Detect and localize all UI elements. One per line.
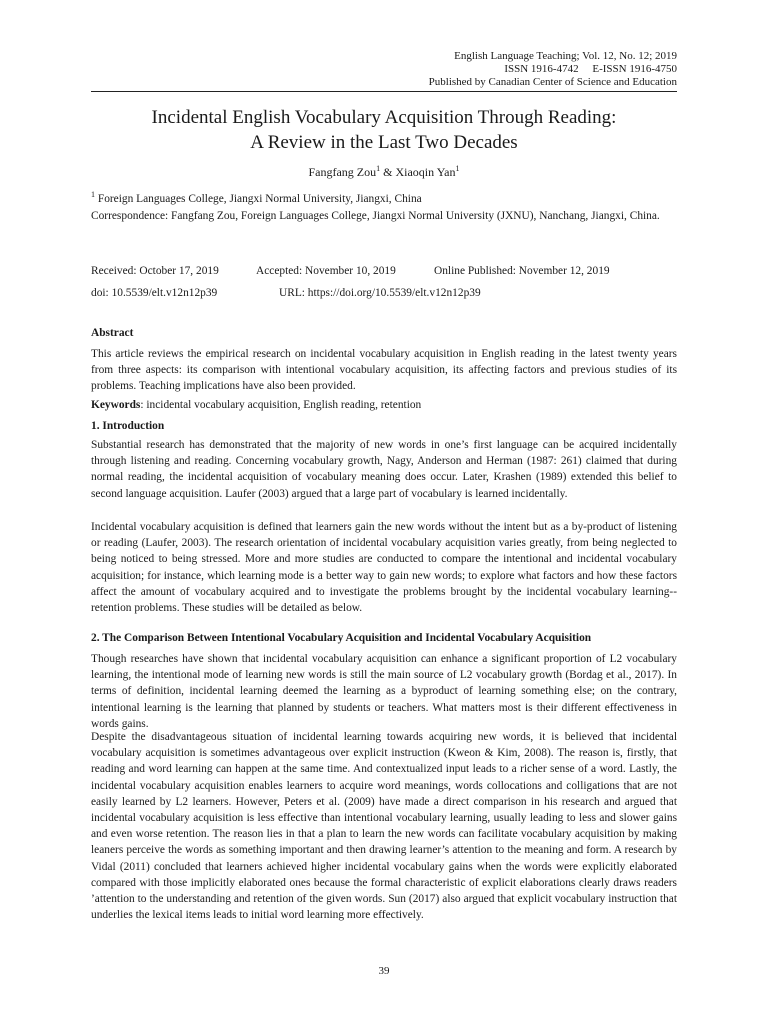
abstract-heading: Abstract	[91, 327, 134, 339]
paragraph: Substantial research has demonstrated that the majority of new words in one’s first language can be acquired incidentally through listening and reading. Concerning vocabulary growth, Nagy, Anderson and Herman (1987: 261) claimed that during normal reading, the incidental acquisition of vocabulary meaning does occur. Later, Krashen (1989) extended this belief to second language acquisition. Laufer (2003) argued that a large part of vocabulary is learned incidentally.	[91, 439, 677, 500]
keywords-text: : incidental vocabulary acquisition, English reading, retention	[140, 399, 422, 411]
accepted-date: Accepted: November 10, 2019	[256, 265, 396, 277]
affiliation-mark: 1	[91, 190, 95, 199]
article-title	[60, 105, 708, 155]
author-affiliation-mark: 1	[455, 164, 460, 173]
keywords-label: Keywords	[91, 399, 141, 411]
doi: doi: 10.5539/elt.v12n12p39	[91, 287, 218, 299]
author-name: Xiaoqin Yan	[395, 165, 456, 179]
section-heading-introduction: 1. Introduction	[91, 420, 165, 432]
author-name: Fangfang Zou	[308, 165, 377, 179]
received-date: Received: October 17, 2019	[91, 265, 219, 277]
section-heading-comparison: 2. The Comparison Between Intentional Vocabulary Acquisition and Incidental Vocabulary Acquisition	[91, 632, 592, 644]
journal-citation: English Language Teaching; Vol. 12, No. 12; 2019	[454, 50, 677, 62]
title-line-2: A Review in the Last Two Decades	[250, 132, 518, 153]
affiliation	[91, 187, 677, 207]
publication-dates	[91, 263, 677, 279]
correspondence: Correspondence: Fangfang Zou, Foreign Languages College, Jiangxi Normal University (JXNU), Nanchang, Jiangxi, China.	[91, 210, 660, 222]
keywords	[91, 397, 677, 413]
running-header	[429, 50, 677, 89]
affiliation-text: Foreign Languages College, Jiangxi Normal University, Jiangxi, China	[97, 192, 422, 205]
page-number: 39	[378, 965, 390, 977]
paragraph: Incidental vocabulary acquisition is defined that learners gain the new words without the intent but as a by-product of listening or reading (Laufer, 2003). The research orientation of incidental vocabulary acquisition varies greatly, from being neglected to being noticed to being stressed. More and more studies are conducted to compare the intentional and incidental vocabulary acquisition; for instance, which learning mode is a better way to gain new words; to explore what factors and how these factors affect the amount of vocabulary acquired and to investigate the problems brought by the incidental vocabulary learning--retention problems. These studies will be detailed as below.	[91, 521, 677, 615]
paragraph: Despite the disadvantageous situation of incidental learning towards acquiring new words, it is believed that incidental vocabulary acquisition is sometimes advantageous over explicit instruction (Kweon & Kim, 2008). The reason is, firstly, that reading and word learning can happen at the same time. And contextualized input leads to a richer sense of a word. Lastly, the incidental vocabulary acquisition enables learners to acquire word meanings, words collocations and colligations that are not easily learned by L2 learners. However, Peters et al. (2009) have made a direct comparison in his research and argued that incidental vocabulary acquisition is less effective than intentional vocabulary learning, usually leading to less and slower gains and even worse retention. The reason lies in that a plan to learn the new words can facilitate vocabulary acquisition by making leaners perceive the words as something important and then drawing learner’s attention to the meaning and form. A research by Vidal (2011) concluded that learners achieved higher incidental vocabulary gains when the words were explicitly elaborated compared with those implicitly elaborated ones because the formal characteristic of explicit elaborations clearly draws readers ’attention to the understanding and retention of the given words. Sun (2017) also argued that explicit vocabulary instruction that underlies the lexical items leads to initial word learning more effectively.	[91, 731, 677, 922]
abstract-text: This article reviews the empirical research on incidental vocabulary acquisition in English reading in the latest twenty years from three aspects: its comparison with intentional vocabulary acquisition, its affecting factors and previous studies of its problems. Teaching implications have also been provided.	[91, 348, 677, 393]
author-list	[0, 164, 768, 180]
doi-url[interactable]: URL: https://doi.org/10.5539/elt.v12n12p39	[279, 287, 481, 299]
publisher-line: Published by Canadian Center of Science and Education	[428, 76, 677, 88]
article-identifiers	[91, 285, 677, 301]
issn-line: ISSN 1916-4742 E-ISSN 1916-4750	[504, 63, 677, 75]
author-separator: &	[380, 165, 396, 179]
title-line-1: Incidental English Vocabulary Acquisition Through Reading:	[151, 107, 617, 128]
online-published-date: Online Published: November 12, 2019	[434, 265, 610, 277]
paragraph: Though researches have shown that incidental vocabulary acquisition can enhance a significant proportion of L2 vocabulary learning, the intentional mode of learning new words is still the main source of L2 vocabulary growth (Bordag et al., 2017). In terms of definition, incidental learning deemed the learning as a byproduct of learning something else; on the contrary, intentional learning is the learning that planned by students or teachers. What matters most is their different effectiveness in words gains.	[91, 653, 677, 730]
header-divider	[91, 91, 677, 92]
author-affiliation-mark: 1	[376, 164, 381, 173]
